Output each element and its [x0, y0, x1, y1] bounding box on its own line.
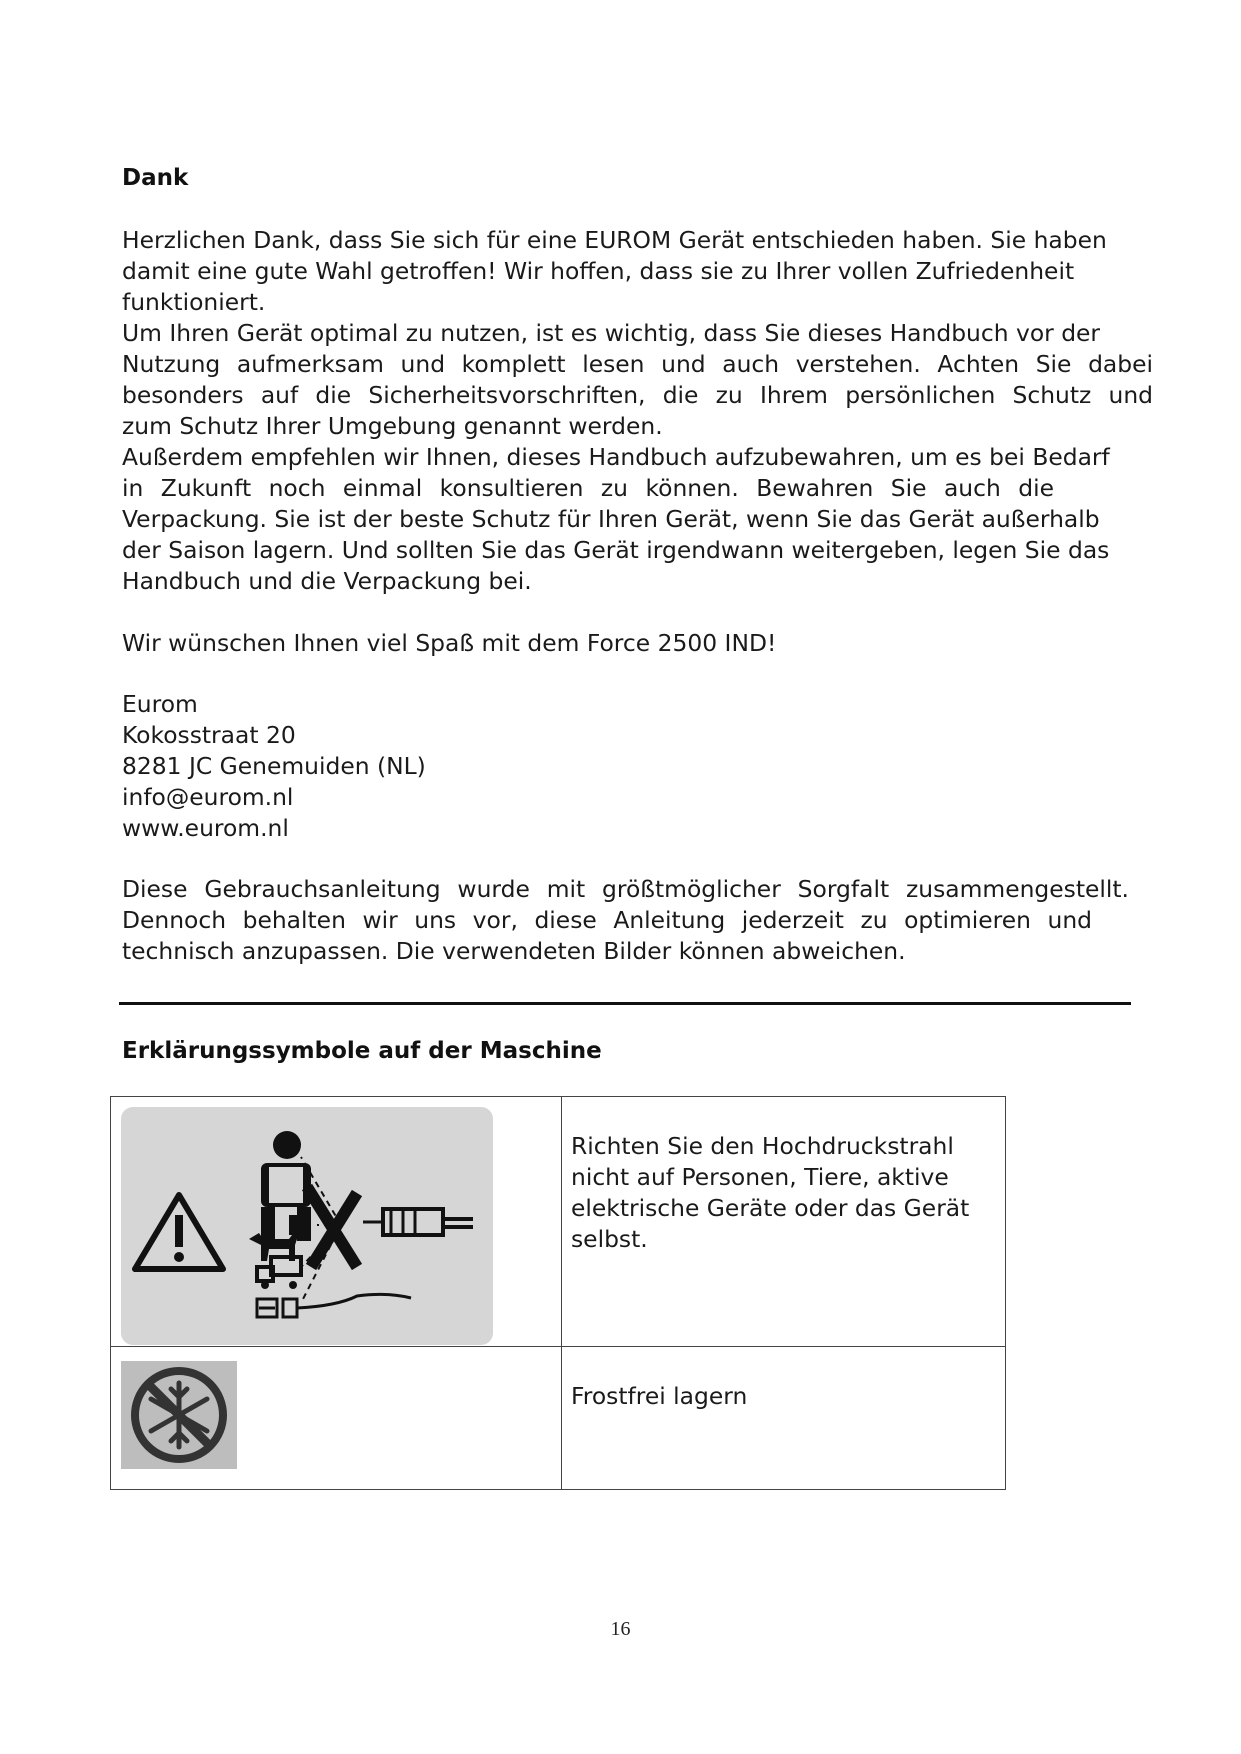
high-pressure-jet-warning-icon [121, 1107, 493, 1345]
paragraph-storage [122, 442, 1123, 597]
company-name: Eurom [122, 690, 198, 718]
text-line: nicht auf Personen, Tiere, aktive [571, 1163, 949, 1191]
text-line: Außerdem empfehlen wir Ihnen, dieses Handbuch aufzubewahren, um es bei Bedarf [122, 443, 1110, 471]
text-line: damit eine gute Wahl getroffen! Wir hoffen, dass sie zu Ihrer vollen Zufriedenheit [122, 257, 1075, 285]
wish-text: Wir wünschen Ihnen viel Spaß mit dem Force 2500 IND! [122, 629, 777, 657]
no-frost-icon [121, 1361, 237, 1469]
text-line: technisch anzupassen. Die verwendeten Bilder können abweichen. [122, 937, 906, 965]
text-line: zum Schutz Ihrer Umgebung genannt werden. [122, 412, 663, 440]
text-line: Richten Sie den Hochdruckstrahl [571, 1132, 954, 1160]
text-line: Diese Gebrauchsanleitung wurde mit größtmöglicher Sorgfalt zusammengestellt. [122, 875, 1129, 903]
text-line: der Saison lagern. Und sollten Sie das Gerät irgendwann weitergeben, legen Sie das [122, 536, 1110, 564]
text-line: selbst. [571, 1225, 648, 1253]
text-line: Verpackung. Sie ist der beste Schutz für Ihren Gerät, wenn Sie das Gerät außerhalb [122, 505, 1100, 533]
symbol-description-cell [562, 1347, 1006, 1490]
section-heading-symbols: Erklärungssymbole auf der Maschine [122, 1038, 602, 1064]
email-link[interactable]: info@eurom.nl [122, 783, 294, 811]
text-line: in Zukunft noch einmal konsultieren zu können. Bewahren Sie auch die [122, 474, 1054, 502]
text-line: Um Ihren Gerät optimal zu nutzen, ist es wichtig, dass Sie dieses Handbuch vor der [122, 319, 1101, 347]
text-line: funktioniert. [122, 288, 266, 316]
symbols-table [110, 1096, 1006, 1490]
text-line: Dennoch behalten wir uns vor, diese Anleitung jederzeit zu optimieren und [122, 906, 1092, 934]
text-line: Frostfrei lagern [571, 1382, 748, 1410]
text-line: Nutzung aufmerksam und komplett lesen und auch verstehen. Achten Sie dabei [122, 350, 1153, 378]
postal-city: 8281 JC Genemuiden (NL) [122, 752, 426, 780]
street-address: Kokosstraat 20 [122, 721, 296, 749]
symbol-image-cell [111, 1347, 562, 1490]
paragraph-disclaimer [122, 874, 1129, 967]
table-row [111, 1097, 1006, 1347]
text-line: Handbuch und die Verpackung bei. [122, 567, 532, 595]
section-heading-dank: Dank [122, 165, 189, 191]
paragraph-thanks [122, 225, 1123, 318]
page-number: 16 [610, 1618, 631, 1640]
text-line: elektrische Geräte oder das Gerät [571, 1194, 970, 1222]
symbol-description-cell [562, 1097, 1006, 1347]
text-line: Herzlichen Dank, dass Sie sich für eine EUROM Gerät entschieden haben. Sie haben [122, 226, 1107, 254]
section-divider [119, 1002, 1131, 1005]
symbol-description [562, 1347, 1005, 1412]
paragraph-usage [122, 318, 1153, 442]
website-link[interactable]: www.eurom.nl [122, 814, 289, 842]
symbol-description [562, 1097, 1005, 1255]
symbol-image-cell [111, 1097, 562, 1347]
address-block [122, 689, 426, 844]
text-line: besonders auf die Sicherheitsvorschriften, die zu Ihrem persönlichen Schutz und [122, 381, 1153, 409]
table-row [111, 1347, 1006, 1490]
